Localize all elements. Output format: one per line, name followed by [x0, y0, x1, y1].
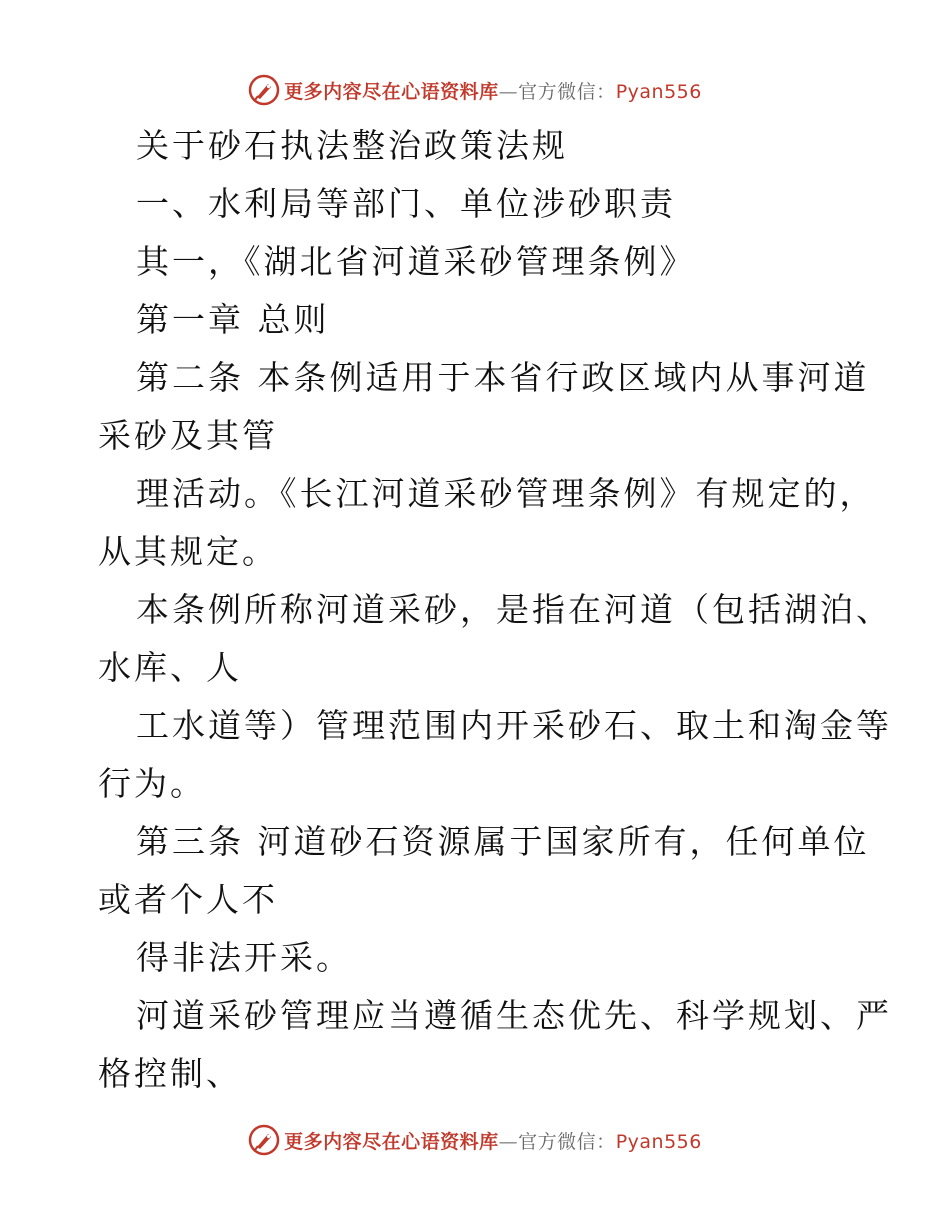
- paragraph-line: 从其规定。: [98, 532, 278, 571]
- watermark-dash: —: [498, 1130, 519, 1153]
- watermark-brand: 更多内容尽在心语资料库: [284, 1130, 499, 1153]
- paragraph-line: 得非法开采。: [136, 938, 352, 977]
- paragraph-line: 工水道等）管理范围内开采砂石、取土和淘金等: [136, 706, 892, 745]
- watermark-contact-id: Pyan556: [615, 1130, 702, 1153]
- paragraph-line: 行为。: [98, 764, 206, 803]
- paragraph-line: 水库、人: [98, 648, 242, 687]
- watermark-text: [284, 1127, 702, 1154]
- paragraph-line: 本条例所称河道采砂，是指在河道（包括湖泊、: [136, 590, 892, 629]
- watermark-dash: —: [498, 80, 519, 103]
- paragraph-line: 或者个人不: [98, 880, 278, 919]
- header-watermark: [0, 72, 950, 108]
- paragraph-line: 理活动。《长江河道采砂管理条例》有规定的，: [136, 474, 876, 513]
- watermark-contact-id: Pyan556: [615, 80, 702, 103]
- regulation-title: 其一，《湖北省河道采砂管理条例》: [136, 242, 696, 281]
- paragraph-line: 河道采砂管理应当遵循生态优先、科学规划、严: [136, 996, 892, 1035]
- pen-nib-logo-icon: [248, 1124, 280, 1156]
- watermark-brand: 更多内容尽在心语资料库: [284, 80, 499, 103]
- document-title: 关于砂石执法整治政策法规: [136, 126, 568, 165]
- watermark-contact-label: 官方微信：: [518, 1130, 616, 1153]
- chapter-heading: 第一章 总则: [136, 300, 330, 339]
- watermark-text: [284, 77, 702, 104]
- watermark-contact-label: 官方微信：: [518, 80, 616, 103]
- paragraph-line: 第二条 本条例适用于本省行政区域内从事河道: [136, 358, 870, 397]
- footer-watermark: [0, 1122, 950, 1158]
- pen-nib-logo-icon: [248, 74, 280, 106]
- paragraph-line: 第三条 河道砂石资源属于国家所有，任何单位: [136, 822, 870, 861]
- paragraph-line: 采砂及其管: [98, 416, 278, 455]
- section-heading: 一、水利局等部门、单位涉砂职责: [136, 184, 676, 223]
- paragraph-line: 格控制、: [98, 1054, 242, 1093]
